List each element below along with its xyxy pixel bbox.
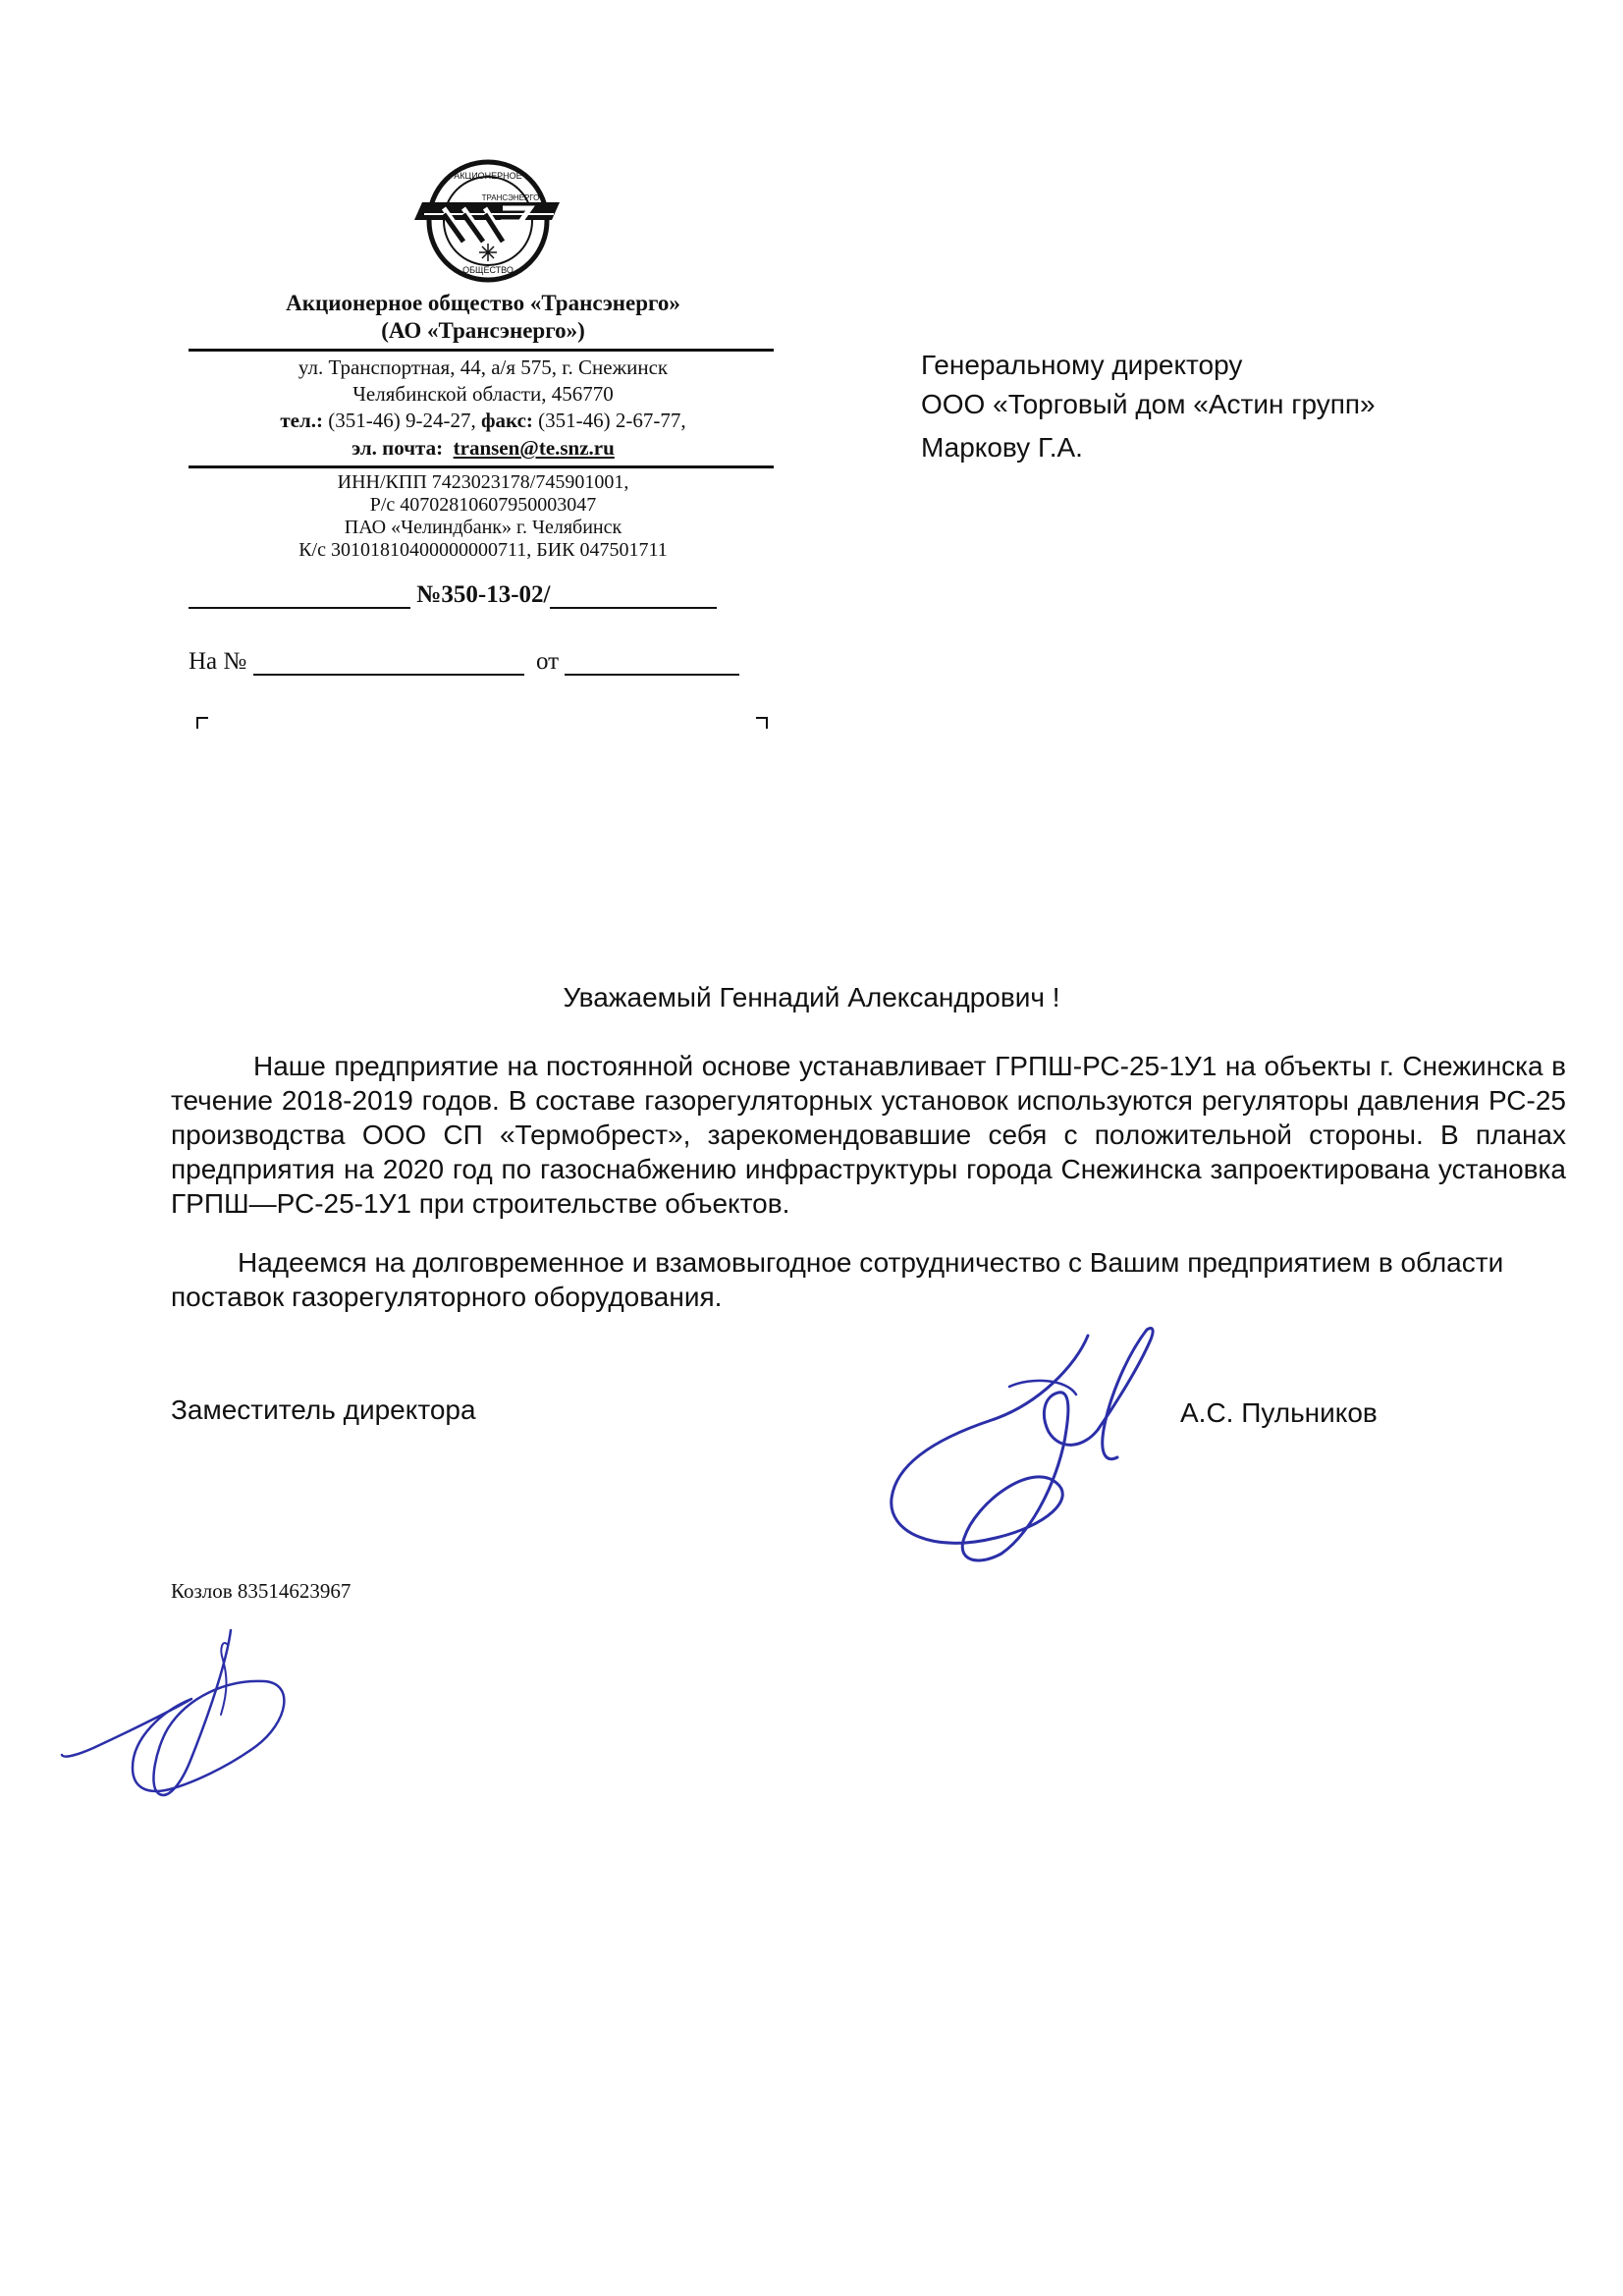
body-paragraph-2: Надеемся на долговременное и взамовыгодное сотрудничество с Вашим предприятием в области поставок газорегуляторного оборудования. (171, 1247, 1504, 1312)
phone-value: (351-46) 9-24-27, (323, 409, 481, 432)
org-short-name: (АО «Трансэнерго») (381, 318, 585, 343)
handwritten-signature (874, 1296, 1208, 1571)
inn-kpp: ИНН/КПП 7423023178/745901001, (337, 471, 629, 493)
address-line-1: ул. Транспортная, 44, а/я 575, г. Снежинск (298, 355, 669, 379)
signer-name: А.С. Пульников (1180, 1397, 1378, 1428)
executor-contact: Козлов 83514623967 (171, 1579, 352, 1603)
email-line (189, 436, 778, 461)
phone-label: тел.: (280, 409, 324, 432)
phone-fax-line (189, 409, 778, 433)
company-seal-logo (405, 157, 571, 285)
letterhead-rule-top (189, 349, 774, 352)
logo-text-top: АКЦИОНЕРНОЕ (454, 171, 522, 181)
addressee-line-1: Генеральному директору (921, 350, 1243, 380)
date-blank (189, 583, 410, 609)
corner-mark-left (196, 717, 208, 729)
email-label: эл. почта: (352, 436, 444, 460)
bank-name: ПАО «Челиндбанк» г. Челябинск (344, 517, 622, 538)
registration-number: №350-13-02/ (416, 581, 551, 608)
greeting: Уважаемый Геннадий Александрович ! (563, 982, 1060, 1012)
reference-line (189, 648, 778, 676)
corner-mark-right (756, 717, 768, 729)
logo-text-band: ТРАНСЭНЕРГО (481, 193, 540, 202)
logo-text-bottom: ОБЩЕСТВО (462, 265, 514, 275)
fax-value: (351-46) 2-67-77, (532, 409, 686, 432)
letterhead-rule-bottom (189, 465, 774, 468)
signer-position: Заместитель директора (171, 1394, 476, 1425)
registration-number-line (189, 581, 778, 609)
address-line-2: Челябинской области, 456770 (352, 382, 614, 406)
body-paragraph-1: Наше предприятие на постоянной основе устанавливает ГРПШ-РС-25-1У1 на объекты г. Снежинска в течение 2018-2019 годов. В составе газорегуляторных установок используются регуляторы давления РС-25 производства ООО СП «Термобрест», зарекомендовавшие себя с положительной стороны. В планах предприятия на 2020 год по газоснабжению инфраструктуры города Снежинска запроектирована установка ГРПШ—РС-25-1У1 при строительстве объектов. (171, 1051, 1566, 1219)
handwritten-initials (54, 1620, 299, 1817)
settlement-account: Р/с 40702810607950003047 (369, 494, 597, 516)
org-name: Акционерное общество «Трансэнерго» (286, 291, 680, 315)
addressee-line-2: ООО «Торговый дом «Астин групп» (921, 389, 1376, 419)
addressee-line-3: Маркову Г.А. (921, 432, 1083, 463)
fax-label: факс: (481, 409, 533, 432)
ref-date-blank (565, 650, 739, 676)
email-link[interactable]: transen@te.snz.ru (453, 436, 615, 460)
corr-account-bik: К/с 30101810400000000711, БИК 047501711 (298, 539, 668, 561)
ref-from-label: от (536, 648, 560, 675)
number-blank (550, 583, 717, 609)
ref-number-blank (253, 650, 524, 676)
ref-number-label: На № (189, 648, 247, 675)
